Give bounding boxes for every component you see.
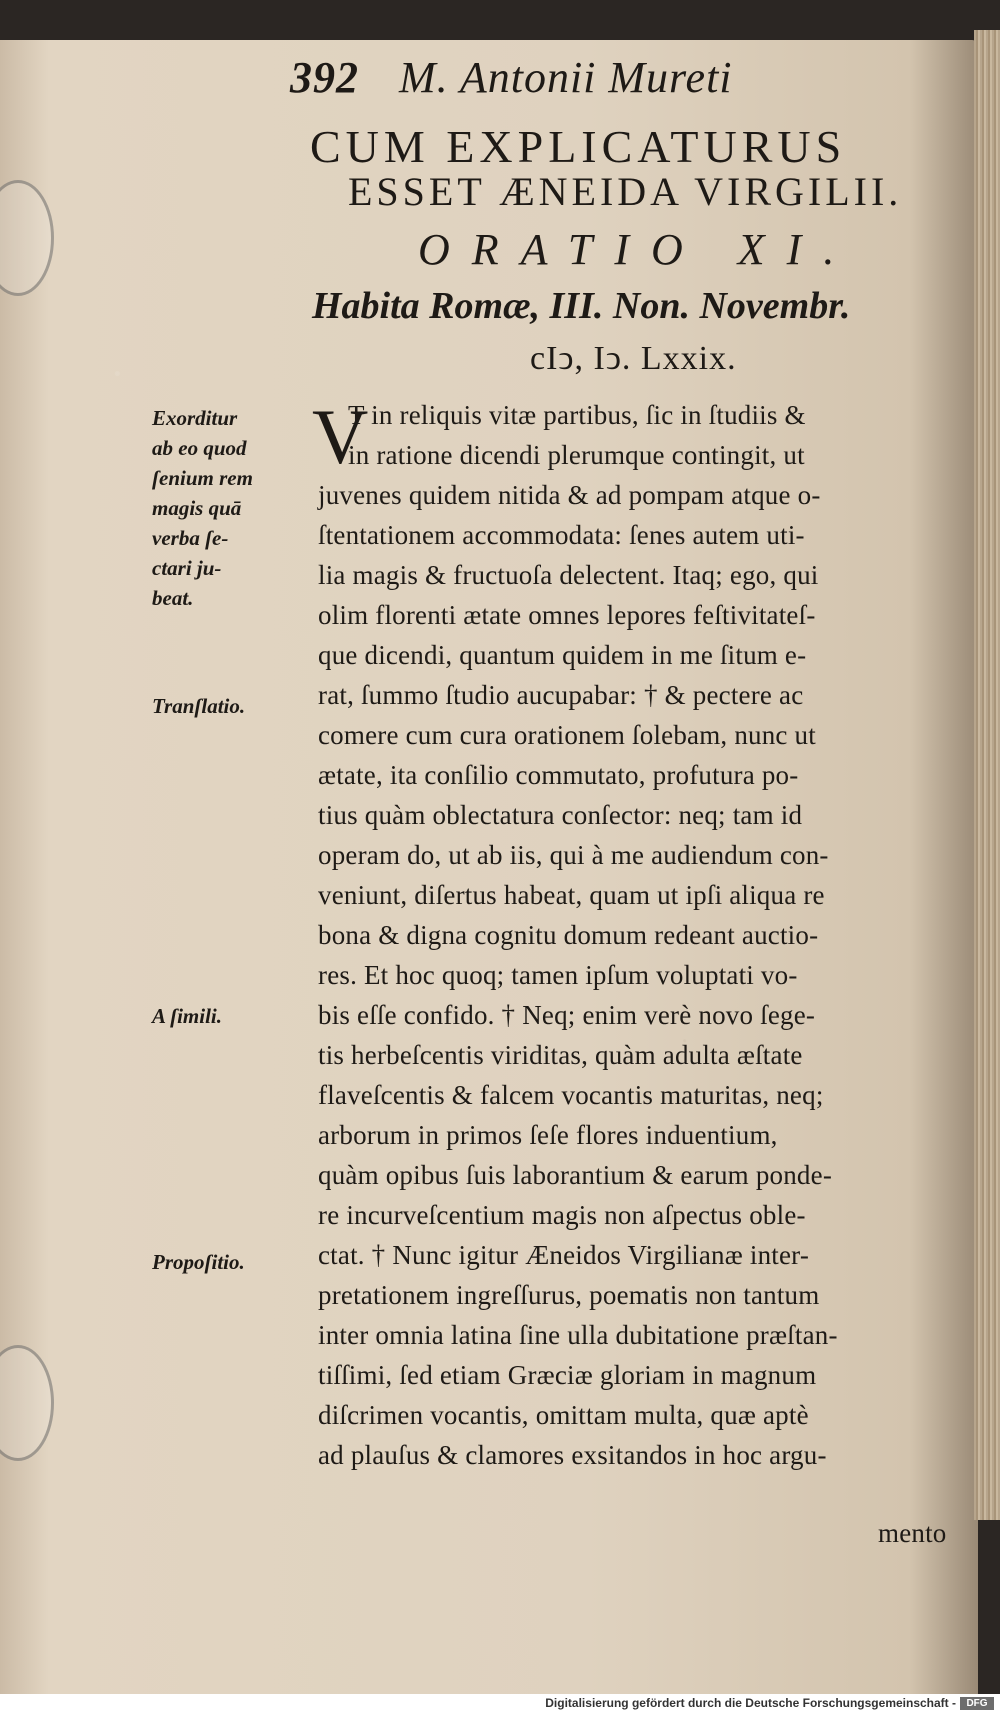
funding-credit: Digitalisierung gefördert durch die Deutsche Forschungsgemeinschaft - (545, 1696, 956, 1710)
body-line: in ratione dicendi plerumque contingit, ut (348, 440, 805, 470)
body-line: operam do, ut ab iis, qui à me audiendum con- (318, 840, 829, 870)
title-line-2: ESSET ÆNEIDA VIRGILII. (348, 169, 903, 214)
body-line: ſtentationem accommodata: ſenes autem uti- (318, 520, 805, 550)
body-line: diſcrimen vocantis, omittam multa, quæ aptè (318, 1400, 809, 1430)
margin-note: magis quā (152, 496, 242, 520)
margin-note: Propoſitio. (152, 1250, 245, 1274)
body-line: lia magis & fructuoſa delectent. Itaq; ego, qui (318, 560, 819, 590)
body-line: flaveſcentis & falcem vocantis maturitas, neq; (318, 1080, 824, 1110)
margin-note: verba ſe- (152, 526, 229, 550)
margin-note: ſenium rem (152, 466, 253, 490)
page-edge (974, 30, 1000, 1520)
body-line: comere cum cura orationem ſolebam, nunc ut (318, 720, 816, 750)
body-line: tiſſimi, ſed etiam Græciæ gloriam in magnum (318, 1360, 817, 1390)
body-line: veniunt, diſertus habeat, quam ut ipſi aliqua re (318, 880, 825, 910)
body-line: re incurveſcentium magis non aſpectus oble- (318, 1200, 806, 1230)
body-line: res. Et hoc quoq; tamen ipſum voluptati vo- (318, 960, 798, 990)
body-line: juvenes quidem nitida & ad pompam atque o- (318, 480, 821, 510)
body-line: bis eſſe confido. † Neq; enim verè novo ſege- (318, 1000, 816, 1030)
margin-note: ctari ju- (152, 556, 222, 580)
body-line: inter omnia latina ſine ulla dubitatione præſtan- (318, 1320, 838, 1350)
body-line: pretationem ingreſſurus, poematis non tantum (318, 1280, 820, 1310)
oratio-heading: ORATIO XI. (418, 225, 857, 274)
body-line: ætate, ita conſilio commutato, profutura po- (318, 760, 799, 790)
catchword: mento (878, 1518, 947, 1548)
margin-note: ab eo quod (152, 436, 247, 460)
body-line: quàm opibus ſuis laborantium & earum ponde- (318, 1160, 833, 1190)
body-line: tius quàm oblectatura conſector: neq; tam id (318, 800, 803, 830)
body-line: ad plauſus & clamores exsitandos in hoc argu- (318, 1440, 827, 1470)
title-line-1: CUM EXPLICATURUS (310, 121, 847, 172)
margin-note: beat. (152, 586, 194, 610)
drop-cap: V (312, 393, 369, 480)
running-head (290, 52, 733, 103)
body-line: tis herbeſcentis viriditas, quàm adulta æſtate (318, 1040, 803, 1070)
delivery-date: cIↄ, Iↄ. Lxxix. (530, 340, 737, 377)
margin-note: Tranſlatio. (152, 694, 246, 718)
delivery-place: Habita Romæ, III. Non. Novembr. (312, 285, 851, 327)
body-line: ctat. † Nunc igitur Æneidos Virgilianæ inter- (318, 1240, 810, 1270)
running-title: M. Antonii Mureti (399, 53, 733, 102)
body-line: T in reliquis vitæ partibus, ſic in ſtudiis & (348, 400, 806, 430)
margin-note: A ſimili. (152, 1004, 223, 1028)
body-line: que dicendi, quantum quidem in me ſitum e- (318, 640, 807, 670)
body-line: bona & digna cognitu domum redeant auctio- (318, 920, 819, 950)
dfg-logo-icon: DFG (960, 1697, 994, 1710)
body-line: rat, ſummo ſtudio aucupabar: † & pectere ac (318, 680, 804, 710)
body-line: arborum in primos ſeſe flores induentium, (318, 1120, 778, 1150)
body-line: olim florenti ætate omnes lepores feſtivitateſ- (318, 600, 816, 630)
margin-note: Exorditur (152, 406, 238, 430)
page-number: 392 (290, 53, 359, 102)
footer-bar (0, 1694, 1000, 1714)
